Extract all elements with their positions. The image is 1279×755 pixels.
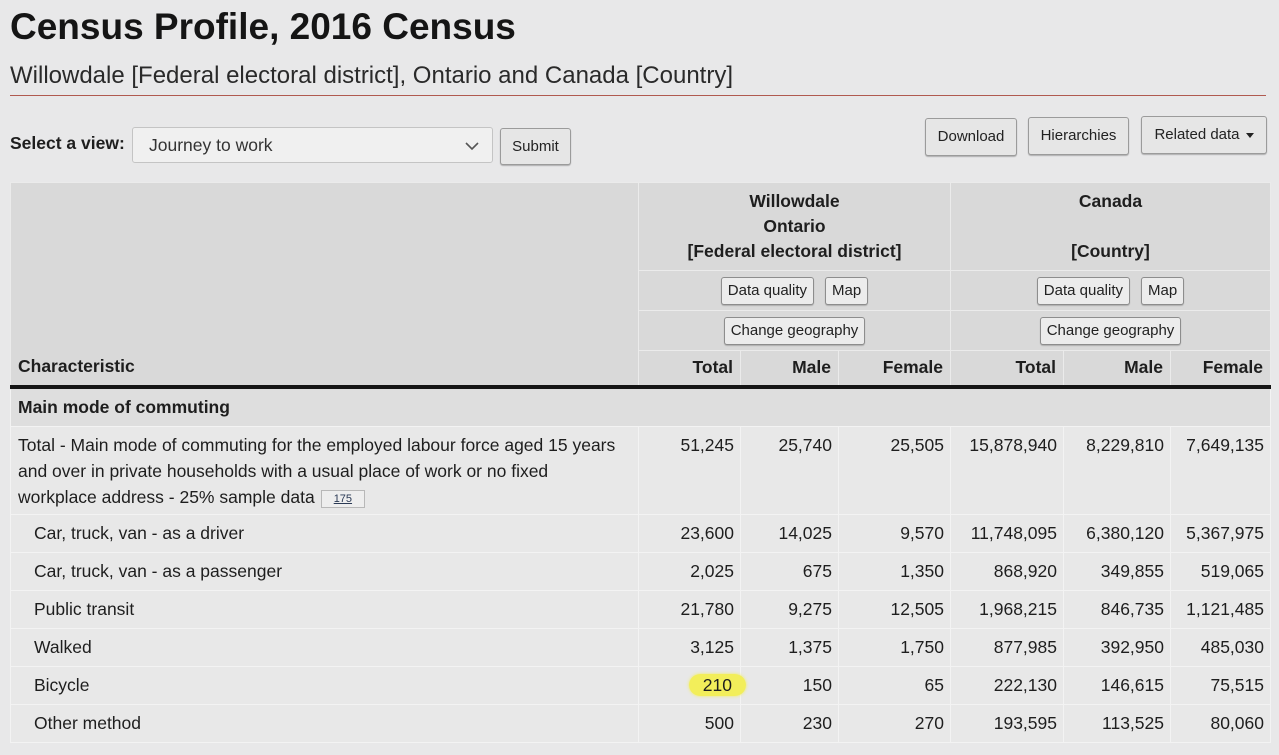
related-data-button[interactable] — [1141, 116, 1267, 154]
value: 6,380,120 — [1086, 523, 1164, 543]
table-row — [11, 515, 1271, 553]
row-label-cell — [11, 515, 639, 553]
row-label-box — [34, 561, 641, 582]
value-cell — [839, 667, 951, 705]
value: 1,375 — [788, 637, 832, 657]
row-label-box — [34, 713, 641, 734]
title-divider — [10, 95, 1266, 96]
button-group — [951, 277, 1270, 305]
highlighted-value: 210 — [689, 674, 746, 696]
table-row — [11, 667, 1271, 705]
value-cell — [1064, 591, 1171, 629]
value-cell — [639, 591, 741, 629]
value-cell — [1171, 427, 1271, 515]
value: 80,060 — [1210, 713, 1264, 733]
geography-name: Willowdale — [749, 191, 840, 211]
value-cell — [639, 705, 741, 743]
value: 1,968,215 — [979, 599, 1057, 619]
value: 1,121,485 — [1186, 599, 1264, 619]
value: 113,525 — [1102, 713, 1164, 733]
value: 7,649,135 — [1186, 435, 1264, 455]
value: 877,985 — [993, 637, 1057, 657]
value: 12,505 — [890, 599, 944, 619]
value: 9,275 — [788, 599, 832, 619]
value-cell — [839, 427, 951, 515]
table-row — [11, 553, 1271, 591]
change-geography-button[interactable]: Change geography — [724, 317, 866, 345]
census-profile-table — [10, 182, 1271, 743]
value: 75,515 — [1210, 675, 1264, 695]
value: 8,229,810 — [1086, 435, 1164, 455]
column-header-total: Total — [951, 351, 1064, 387]
value-cell — [741, 515, 839, 553]
row-label: Car, truck, van - as a passenger — [34, 561, 283, 581]
geography-spacer — [951, 214, 1270, 239]
value: 146,615 — [1100, 675, 1164, 695]
value-cell — [741, 705, 839, 743]
value-cell — [639, 629, 741, 667]
value-cell — [741, 667, 839, 705]
geography-header-willowdale — [639, 183, 951, 271]
value-cell — [1171, 515, 1271, 553]
value-cell — [741, 591, 839, 629]
value: 9,570 — [900, 523, 944, 543]
value-cell — [951, 705, 1064, 743]
geography-type: [Federal electoral district] — [687, 241, 902, 261]
value-cell — [1064, 705, 1171, 743]
row-label: Other method — [34, 713, 141, 733]
value-cell — [1064, 667, 1171, 705]
table-row — [11, 629, 1271, 667]
value: 392,950 — [1100, 637, 1164, 657]
value-cell — [1171, 591, 1271, 629]
value: 14,025 — [778, 523, 832, 543]
button-group — [639, 317, 950, 345]
value: 51,245 — [680, 435, 734, 455]
value-cell — [951, 591, 1064, 629]
value-cell — [741, 427, 839, 515]
value: 868,920 — [993, 561, 1057, 581]
footnote-link[interactable]: 175 — [321, 490, 365, 508]
geography-name: Canada — [1078, 191, 1143, 211]
row-label: Car, truck, van - as a driver — [34, 523, 245, 543]
section-header: Main mode of commuting — [11, 387, 1271, 427]
column-header-female: Female — [1171, 351, 1271, 387]
table-header — [11, 183, 1271, 387]
caret-down-icon — [1246, 133, 1254, 138]
value: 65 — [924, 675, 944, 695]
value-cell — [741, 629, 839, 667]
value-cell — [839, 515, 951, 553]
table-row — [11, 705, 1271, 743]
row-label-cell — [11, 553, 639, 591]
geography-province: Ontario — [763, 216, 826, 236]
value-cell — [1064, 515, 1171, 553]
row-label-cell — [11, 427, 639, 515]
change-geography-cell-canada — [951, 311, 1271, 351]
change-geography-cell-willowdale — [639, 311, 951, 351]
value: 349,855 — [1100, 561, 1164, 581]
value-cell — [639, 553, 741, 591]
value: 519,065 — [1200, 561, 1264, 581]
value: 5,367,975 — [1186, 523, 1264, 543]
value-cell — [1171, 705, 1271, 743]
row-label-cell — [11, 629, 639, 667]
value-cell — [951, 427, 1064, 515]
value: 3,125 — [690, 637, 734, 657]
geography-tools-canada — [951, 271, 1271, 311]
geography-tools-willowdale — [639, 271, 951, 311]
value: 11,748,095 — [970, 523, 1057, 543]
value: 25,505 — [890, 435, 944, 455]
value-cell — [741, 553, 839, 591]
geography-header-canada — [951, 183, 1271, 271]
value-cell — [839, 629, 951, 667]
value-cell — [839, 553, 951, 591]
value: 1,750 — [900, 637, 944, 657]
value: 675 — [802, 561, 832, 581]
view-selector-label: Select a view: — [10, 133, 125, 153]
value-cell — [639, 515, 741, 553]
value-cell — [1171, 629, 1271, 667]
row-label-box — [34, 637, 641, 658]
column-header-total: Total — [639, 351, 741, 387]
geography-header-row — [11, 183, 1271, 271]
data-quality-button[interactable]: Data quality — [721, 277, 814, 305]
row-label: Walked — [34, 637, 92, 657]
view-select-value: Journey to work — [149, 135, 273, 155]
value-cell — [1064, 553, 1171, 591]
value-cell — [1171, 553, 1271, 591]
view-select[interactable] — [132, 127, 493, 163]
value-cell — [1064, 629, 1171, 667]
value: 500 — [704, 713, 734, 733]
value: 25,740 — [778, 435, 832, 455]
value-cell — [1064, 427, 1171, 515]
value: 23,600 — [680, 523, 734, 543]
value: 21,780 — [680, 599, 734, 619]
row-label-cell — [11, 705, 639, 743]
value: 270 — [914, 713, 944, 733]
column-header-male: Male — [1064, 351, 1171, 387]
total-row — [11, 427, 1271, 515]
row-label-box — [34, 675, 641, 696]
row-label-cell — [11, 667, 639, 705]
row-label: Bicycle — [34, 675, 90, 695]
value-cell — [839, 591, 951, 629]
section-header-row — [11, 387, 1271, 427]
value: 846,735 — [1100, 599, 1164, 619]
value: 2,025 — [690, 561, 734, 581]
change-geography-button[interactable]: Change geography — [1040, 317, 1182, 345]
value-cell — [951, 629, 1064, 667]
value-cell — [639, 427, 741, 515]
value: 222,130 — [993, 675, 1057, 695]
table-body — [11, 387, 1271, 743]
row-label-box — [18, 432, 625, 510]
button-group — [951, 317, 1270, 345]
value: 150 — [802, 675, 832, 695]
column-header-male: Male — [741, 351, 839, 387]
row-label: Public transit — [34, 599, 135, 619]
value: 15,878,940 — [969, 435, 1057, 455]
map-button[interactable]: Map — [1141, 277, 1184, 305]
value: 230 — [802, 713, 832, 733]
download-button[interactable]: Download — [925, 118, 1017, 156]
value-cell — [839, 705, 951, 743]
row-label: Total - Main mode of commuting for the employed labour force aged 15 years and over in private households with a usual place of work or no fixed workplace address - 25% sample data — [18, 435, 616, 507]
button-group — [639, 277, 950, 305]
data-quality-button[interactable]: Data quality — [1037, 277, 1130, 305]
hierarchies-button[interactable]: Hierarchies — [1028, 117, 1129, 155]
value-cell — [1171, 667, 1271, 705]
page-title: Census Profile, 2016 Census — [10, 6, 516, 47]
value: 485,030 — [1200, 637, 1264, 657]
map-button[interactable]: Map — [825, 277, 868, 305]
page-subtitle: Willowdale [Federal electoral district], Ontario and Canada [Country] — [10, 62, 733, 89]
chevron-down-icon — [465, 141, 479, 151]
row-label-cell — [11, 591, 639, 629]
value: 193,595 — [993, 713, 1057, 733]
column-header-female: Female — [839, 351, 951, 387]
related-data-label: Related data — [1154, 126, 1240, 143]
value-cell — [951, 667, 1064, 705]
table-row — [11, 591, 1271, 629]
row-label-box — [34, 523, 641, 544]
geography-type: [Country] — [1071, 241, 1150, 261]
value-cell — [951, 553, 1064, 591]
characteristic-column-header: Characteristic — [11, 183, 639, 387]
value-cell — [951, 515, 1064, 553]
row-label-box — [34, 599, 641, 620]
value-cell — [639, 667, 741, 705]
value: 1,350 — [900, 561, 944, 581]
submit-button[interactable]: Submit — [500, 128, 571, 165]
